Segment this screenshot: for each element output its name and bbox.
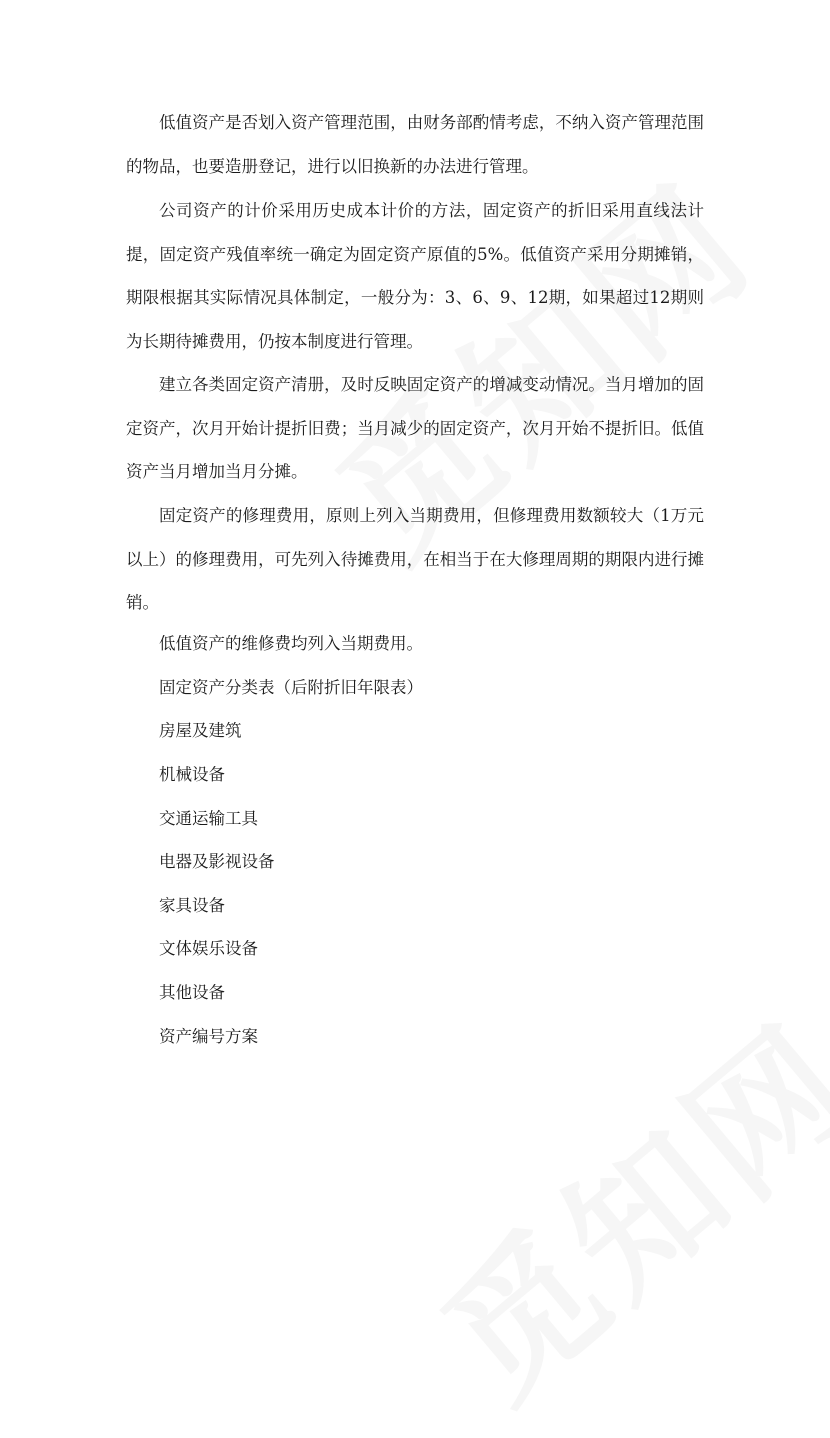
paragraph: 低值资产是否划入资产管理范围，由财务部酌情考虑，不纳入资产管理范围的物品，也要造册登记，进行以旧换新的办法进行管理。 — [126, 113, 704, 176]
list-item: 房屋及建筑 — [159, 721, 242, 740]
list-item: 资产编号方案 — [159, 1027, 258, 1046]
list-item: 机械设备 — [159, 765, 225, 784]
list-item: 交通运输工具 — [159, 809, 258, 828]
list-item: 低值资产的维修费均列入当期费用。 — [159, 634, 423, 653]
paragraph-block-4 — [126, 494, 704, 625]
paragraph: 公司资产的计价采用历史成本计价的方法，固定资产的折旧采用直线法计提，固定资产残值率统一确定为固定资产原值的5%。低值资产采用分期摊销，期限根据其实际情况具体制定，一般分为：3、6、9、12期，如果超过12期则为长期待摊费用，仍按本制度进行管理。 — [126, 201, 704, 351]
watermark — [391, 968, 830, 1438]
paragraph: 建立各类固定资产清册，及时反映固定资产的增减变动情况。当月增加的固定资产，次月开始计提折旧费；当月减少的固定资产，次月开始不提折旧。低值资产当月增加当月分摊。 — [126, 375, 704, 481]
paragraph-block-2 — [126, 189, 704, 363]
list-item: 家具设备 — [159, 896, 225, 915]
list-item: 固定资产分类表（后附折旧年限表） — [159, 678, 423, 697]
list-item: 电器及影视设备 — [159, 852, 275, 871]
paragraph-block-3 — [126, 363, 704, 494]
list-item: 其他设备 — [159, 983, 225, 1002]
list-item: 文体娱乐设备 — [159, 939, 258, 958]
paragraph-block-1 — [126, 101, 704, 188]
paragraph: 固定资产的修理费用，原则上列入当期费用，但修理费用数额较大（1万元以上）的修理费用，可先列入待摊费用，在相当于在大修理周期的期限内进行摊销。 — [126, 506, 704, 612]
